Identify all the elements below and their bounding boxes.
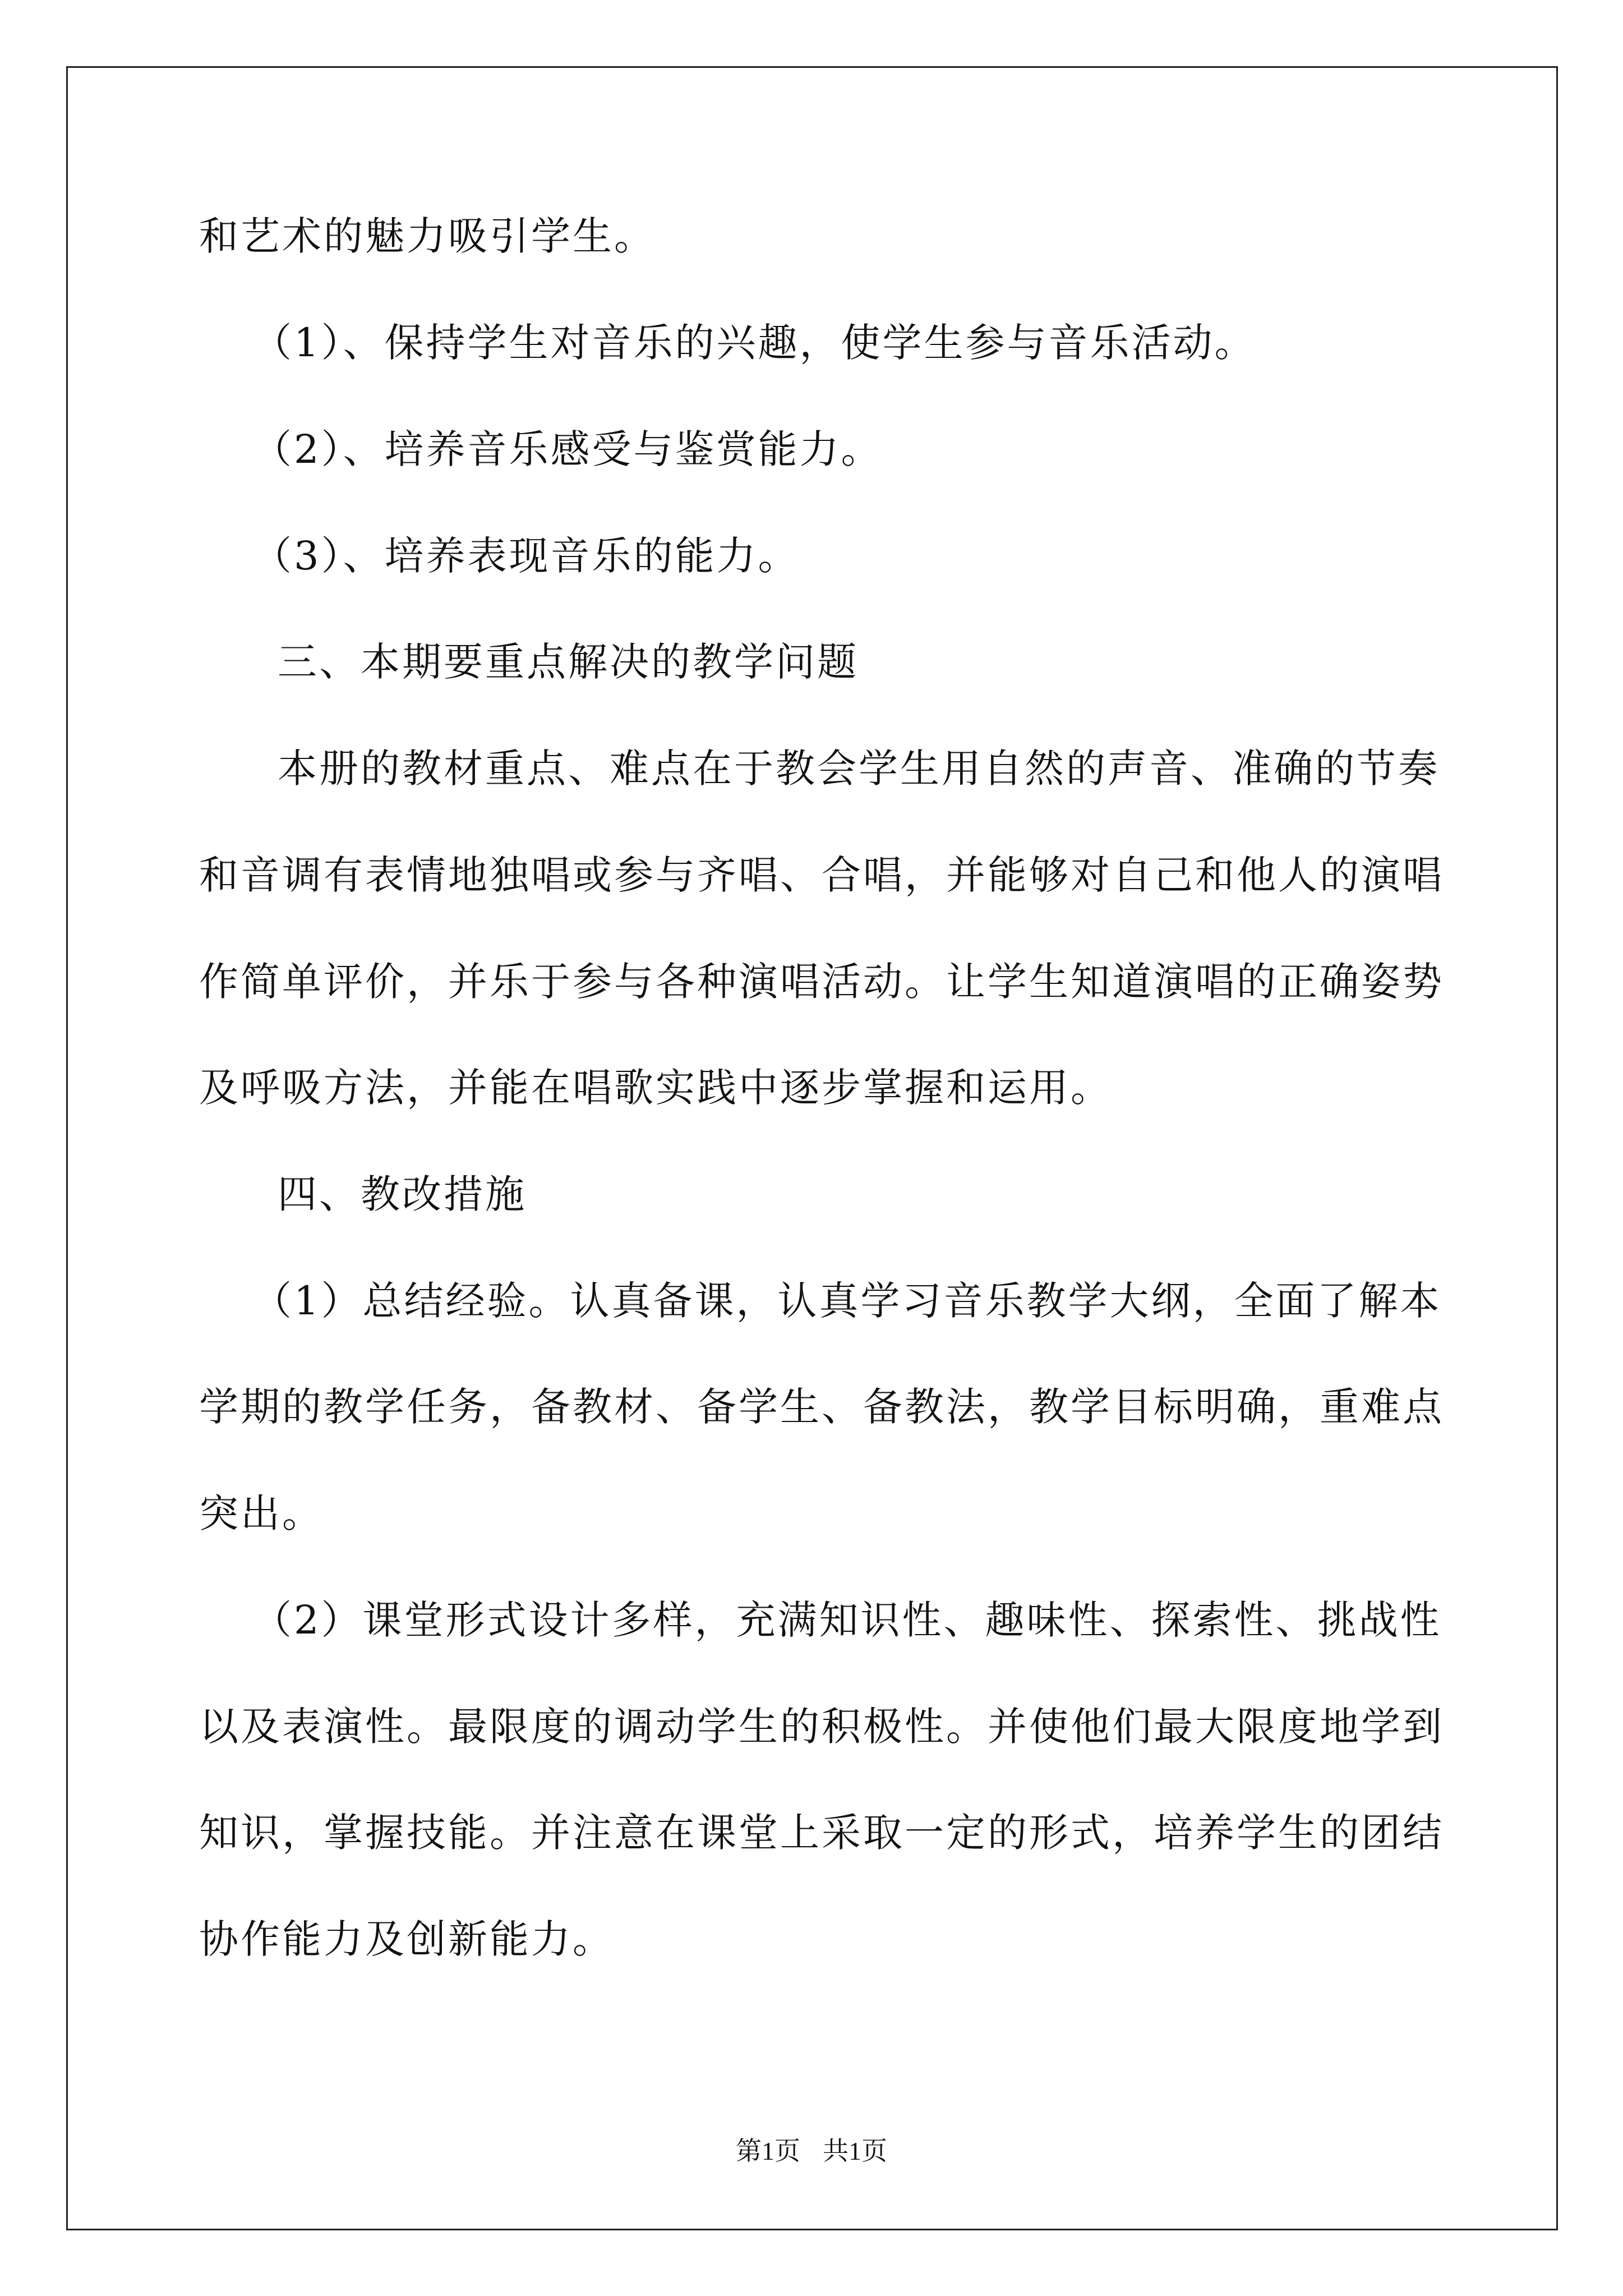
page-border bbox=[66, 66, 1558, 2230]
text-line: 和音调有表情地独唱或参与齐唱、合唱，并能够对自己和他人的演唱 bbox=[199, 852, 1444, 898]
text-line: 协作能力及创新能力。 bbox=[199, 1916, 614, 1962]
text-line: （3）、培养表现音乐的能力。 bbox=[252, 533, 800, 579]
text-line: （2）、培养音乐感受与鉴赏能力。 bbox=[252, 426, 883, 472]
section-heading: 三、本期要重点解决的教学问题 bbox=[278, 639, 859, 685]
text-line: 本册的教材重点、难点在于教会学生用自然的声音、准确的节奏 bbox=[278, 746, 1440, 792]
section-heading: 四、教改措施 bbox=[278, 1171, 527, 1217]
text-line: 以及表演性。最限度的调动学生的积极性。并使他们最大限度地学到 bbox=[199, 1704, 1444, 1750]
page-number: 第1页 bbox=[736, 2137, 800, 2165]
text-line: 学期的教学任务，备教材、备学生、备教法，教学目标明确，重难点 bbox=[199, 1384, 1444, 1430]
text-line: 知识，掌握技能。并注意在课堂上采取一定的形式，培养学生的团结 bbox=[199, 1810, 1444, 1856]
text-line: （1）、保持学生对音乐的兴趣，使学生参与音乐活动。 bbox=[252, 320, 1256, 366]
text-line: （1）总结经验。认真备课，认真学习音乐教学大纲，全面了解本 bbox=[252, 1278, 1442, 1324]
text-line: 作简单评价，并乐于参与各种演唱活动。让学生知道演唱的正确姿势 bbox=[199, 959, 1444, 1005]
text-line: 突出。 bbox=[199, 1490, 324, 1536]
text-line: 和艺术的魅力吸引学生。 bbox=[199, 213, 656, 259]
page-total: 共1页 bbox=[823, 2137, 887, 2165]
text-line: （2）课堂形式设计多样，充满知识性、趣味性、探索性、挑战性 bbox=[252, 1597, 1442, 1643]
text-line: 及呼吸方法，并能在唱歌实践中逐步掌握和运用。 bbox=[199, 1065, 1112, 1111]
page-footer bbox=[0, 2134, 1623, 2168]
